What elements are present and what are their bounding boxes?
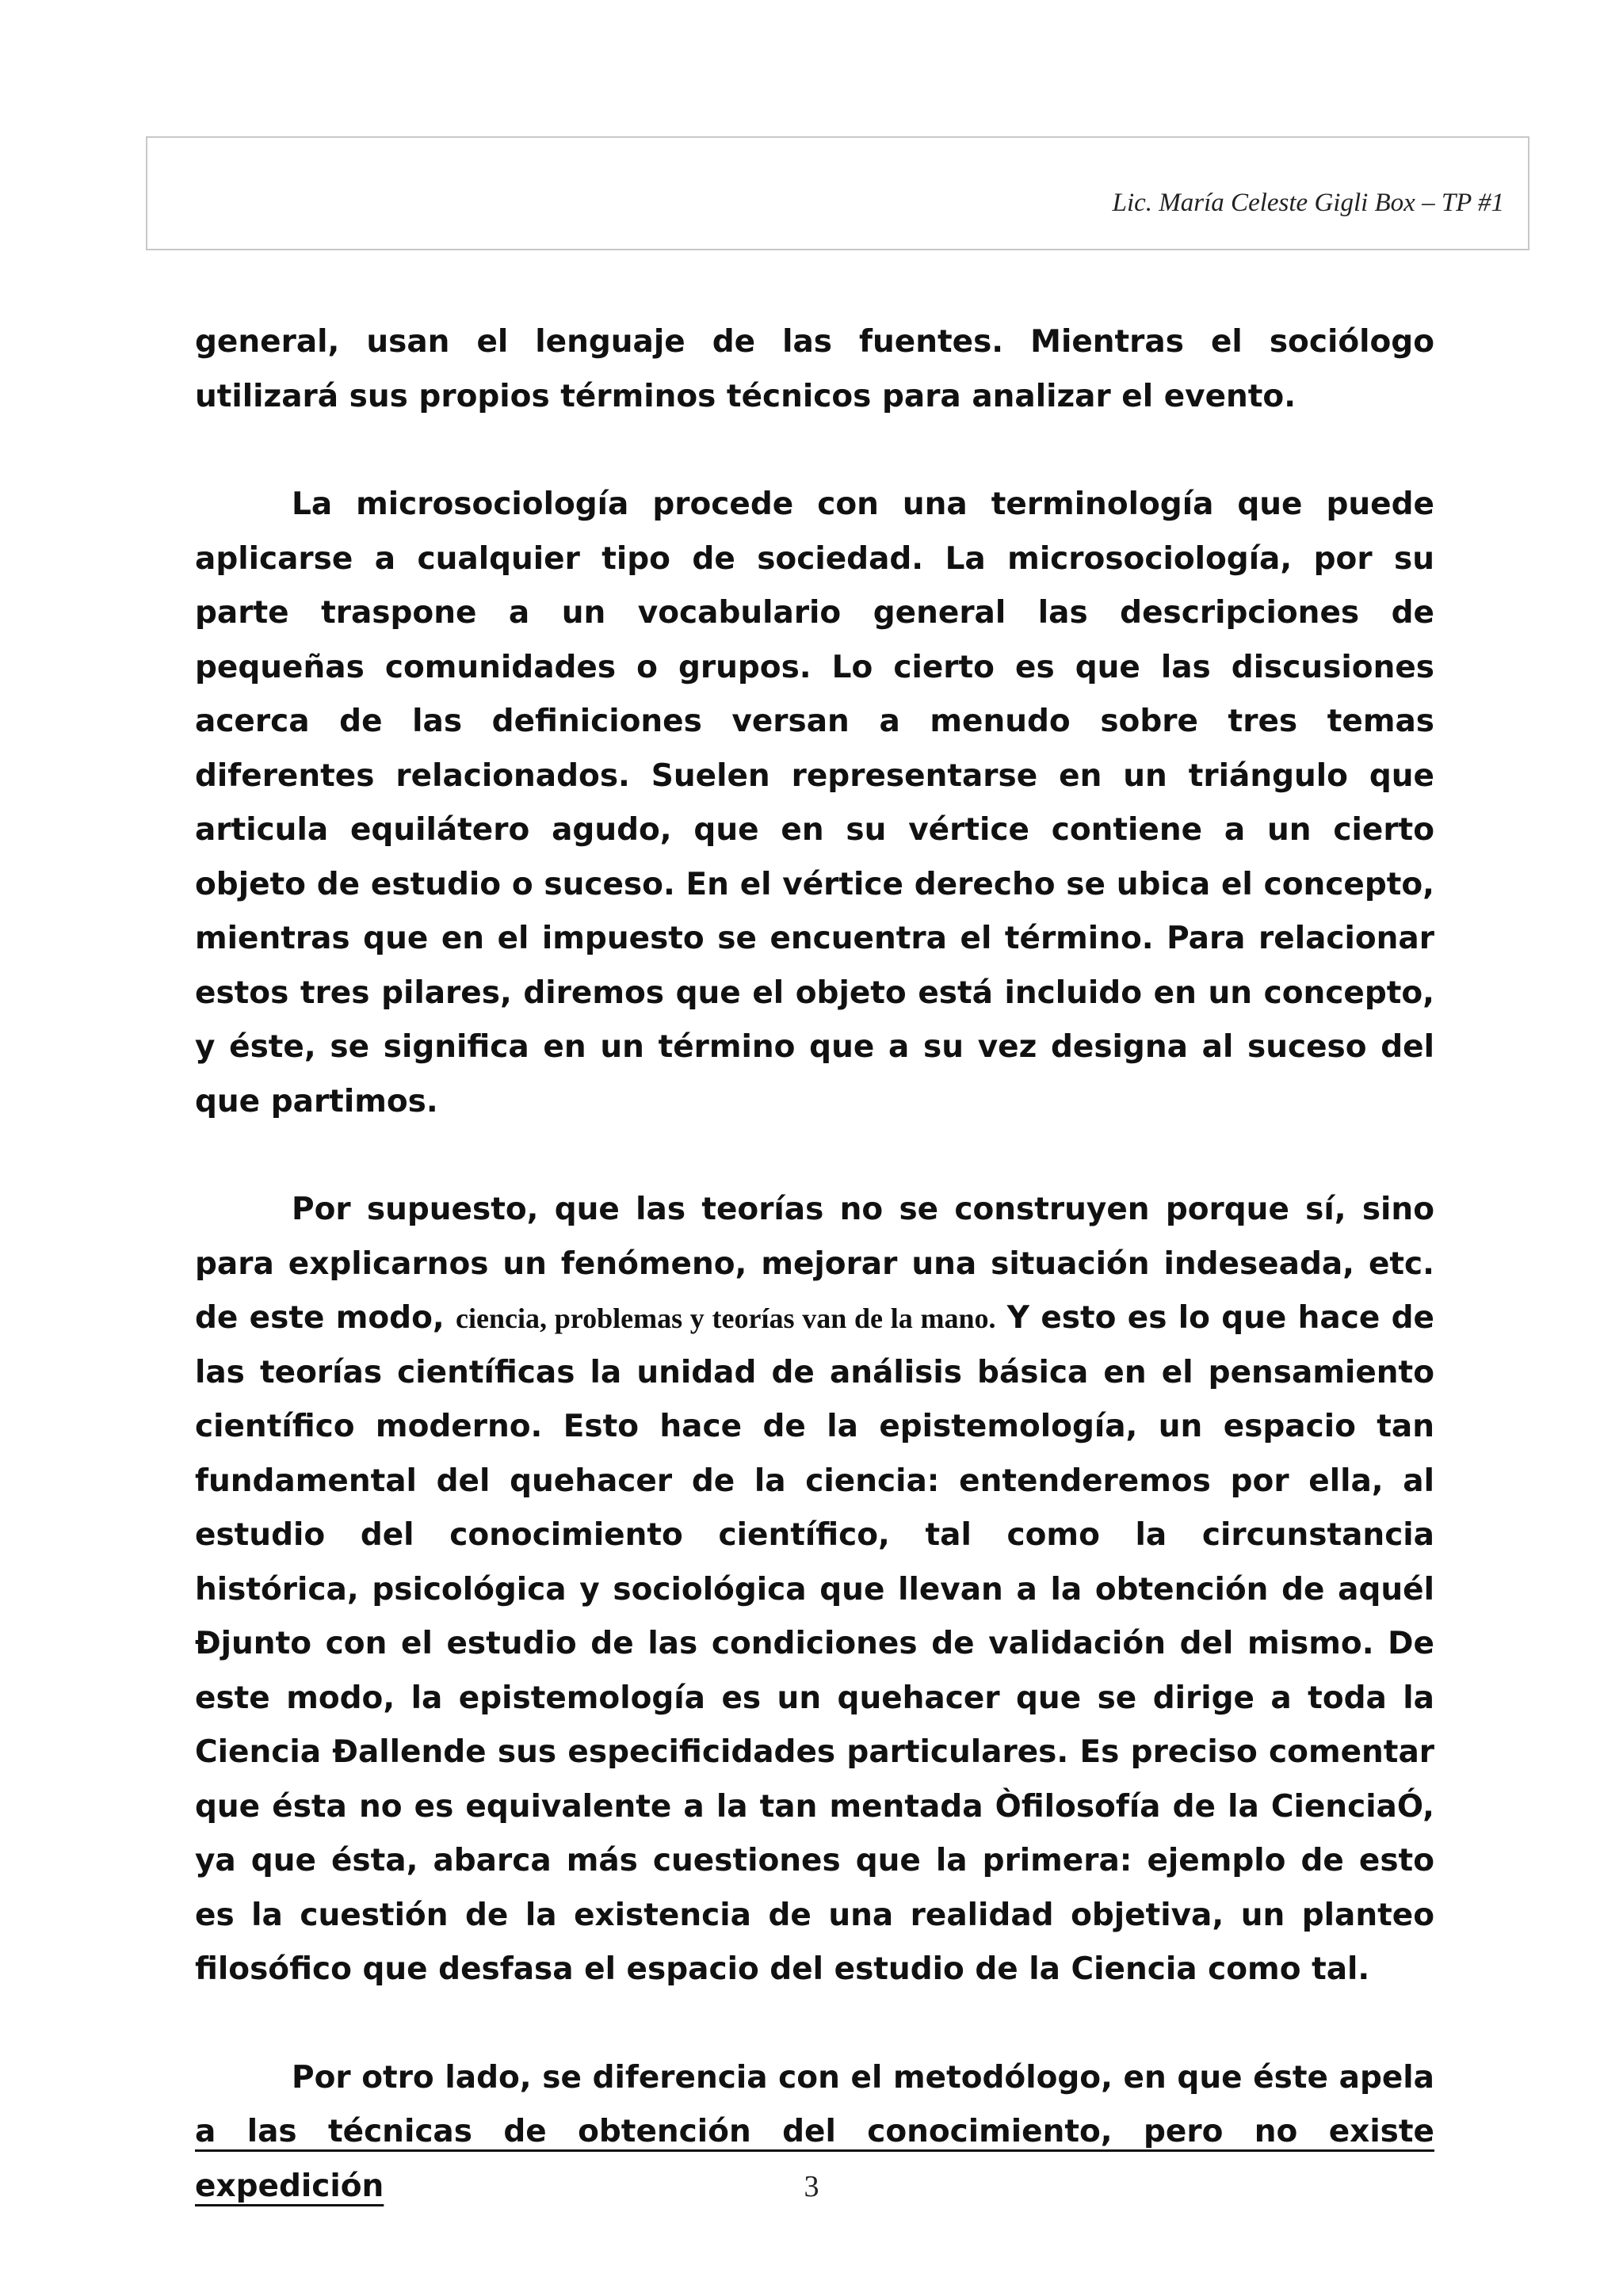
header-author-text: Lic. María Celeste Gigli Box – TP #1 bbox=[1112, 189, 1504, 217]
document-body bbox=[195, 315, 1434, 2214]
paragraph-2: La microsociología procede con una terminología que puede aplicarse a cualquier tipo de sociedad. La microsociología, por su parte traspone a un vocabulario general las descripciones de pequeñas comunidades o grupos. Lo cierto es que las discusiones acerca de las definiciones versan a menudo sobre tres temas diferentes relacionados. Suelen representarse en un triángulo que articula equilátero agudo, que en su vértice contiene a un cierto objeto de estudio o suceso. En el vértice derecho se ubica el concepto, mientras que en el impuesto se encuentra el término. Para relacionar estos tres pilares, diremos que el objeto está incluido en un concepto, y éste, se significa en un término que a su vez designa al suceso del que partimos. bbox=[195, 486, 1434, 1119]
paragraph-1: general, usan el lenguaje de las fuentes. Mientras el sociólogo utilizará sus propios términos técnicos para analizar el evento. bbox=[195, 324, 1434, 414]
paragraph-3-serif-phrase: ciencia, problemas y teorías van de la mano. bbox=[456, 1302, 996, 1334]
page-number: 3 bbox=[804, 2170, 819, 2203]
page-header bbox=[146, 136, 1529, 250]
paragraph-3-part-1: Por supuesto, que las teorías no se construyen porque sí, sino para explicarnos un fenómeno, mejorar una situación indeseada, etc. de este modo, bbox=[195, 1192, 1434, 1336]
paragraph-4-line-1: Por otro lado, se diferencia con el metodólogo, en que éste apela bbox=[292, 2059, 1434, 2096]
paragraph-3 bbox=[195, 1183, 1434, 1997]
paragraph-4-underlined-line: a las técnicas de obtención del conocimiento, pero no existe expedición bbox=[195, 2114, 1434, 2204]
paragraph-3-part-2: Y esto es lo que hace de las teorías científicas la unidad de análisis básica en el pensamiento científico moderno. Esto hace de la epistemología, un espacio tan fundamental del quehacer de la ciencia: entenderemos por ella, al estudio del conocimiento científico, tal como la circunstancia histórica, psicológica y sociológica que llevan a la obtención de aquél Ðjunto con el estudio de las condiciones de validación del mismo. De este modo, la epistemología es un quehacer que se dirige a toda la Ciencia Ðallende sus especificidades particulares. Es preciso comentar que ésta no es equivalente a la tan mentada Òfilosofía de la CienciaÓ, ya que ésta, abarca más cuestiones que la primera: ejemplo de esto es la cuestión de la existencia de una realidad objetiva, un planteo filosófico que desfasa el espacio del estudio de la Ciencia como tal. bbox=[195, 1300, 1434, 1987]
